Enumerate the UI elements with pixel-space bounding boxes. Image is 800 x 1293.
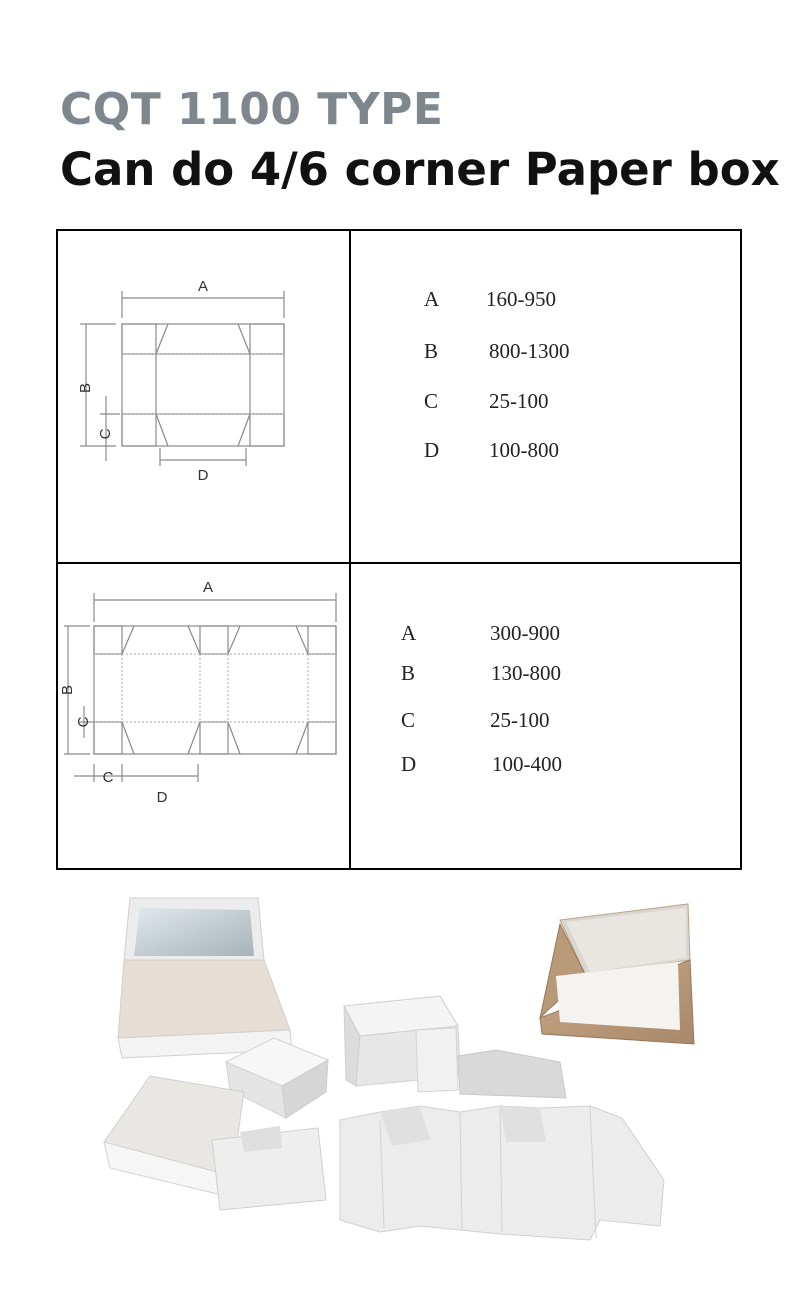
spec-table xyxy=(56,229,742,870)
dimension-label-c: C xyxy=(75,716,92,728)
dimension-label-a: A xyxy=(202,579,214,596)
dimension-label-b: B xyxy=(77,382,94,394)
spec-range: 800-1300 xyxy=(489,339,570,363)
spec-range: 100-400 xyxy=(492,752,562,776)
dimension-label-d: D xyxy=(156,789,168,806)
flat-diecut-image xyxy=(340,1106,664,1240)
sample-boxes-photo xyxy=(0,880,800,1293)
spec-letter: D xyxy=(401,752,417,776)
dimension-label-b: B xyxy=(59,684,76,696)
spec-letter: B xyxy=(401,661,416,685)
spec-letter: A xyxy=(401,621,417,645)
spec-range: 25-100 xyxy=(489,389,549,413)
spec-letter: C xyxy=(401,708,416,732)
spec-letter: B xyxy=(424,339,439,363)
model-subtitle: CQT 1100 TYPE xyxy=(60,84,444,135)
spec-letter: C xyxy=(424,389,439,413)
spec-range: 130-800 xyxy=(491,661,561,685)
four-corner-box-diagram xyxy=(76,276,316,486)
dimension-label-c-bottom: C xyxy=(102,769,114,786)
spec-range: 300-900 xyxy=(490,621,560,645)
spec-range: 160-950 xyxy=(486,287,556,311)
open-square-box-image xyxy=(344,996,566,1098)
spec-range: 100-800 xyxy=(489,438,559,462)
spec-letter: D xyxy=(424,438,440,462)
dimension-label-a: A xyxy=(197,278,209,295)
table-row-divider xyxy=(58,562,740,564)
spec-letter: A xyxy=(424,287,440,311)
six-corner-box-diagram xyxy=(59,578,347,808)
dimension-label-c: C xyxy=(97,428,114,440)
page-title: Can do 4/6 corner Paper box xyxy=(60,143,780,196)
window-lid-box-image xyxy=(118,898,292,1058)
spec-range: 25-100 xyxy=(490,708,550,732)
dimension-label-d: D xyxy=(197,467,209,484)
table-column-divider xyxy=(349,231,351,868)
kraft-box-image xyxy=(540,904,694,1044)
